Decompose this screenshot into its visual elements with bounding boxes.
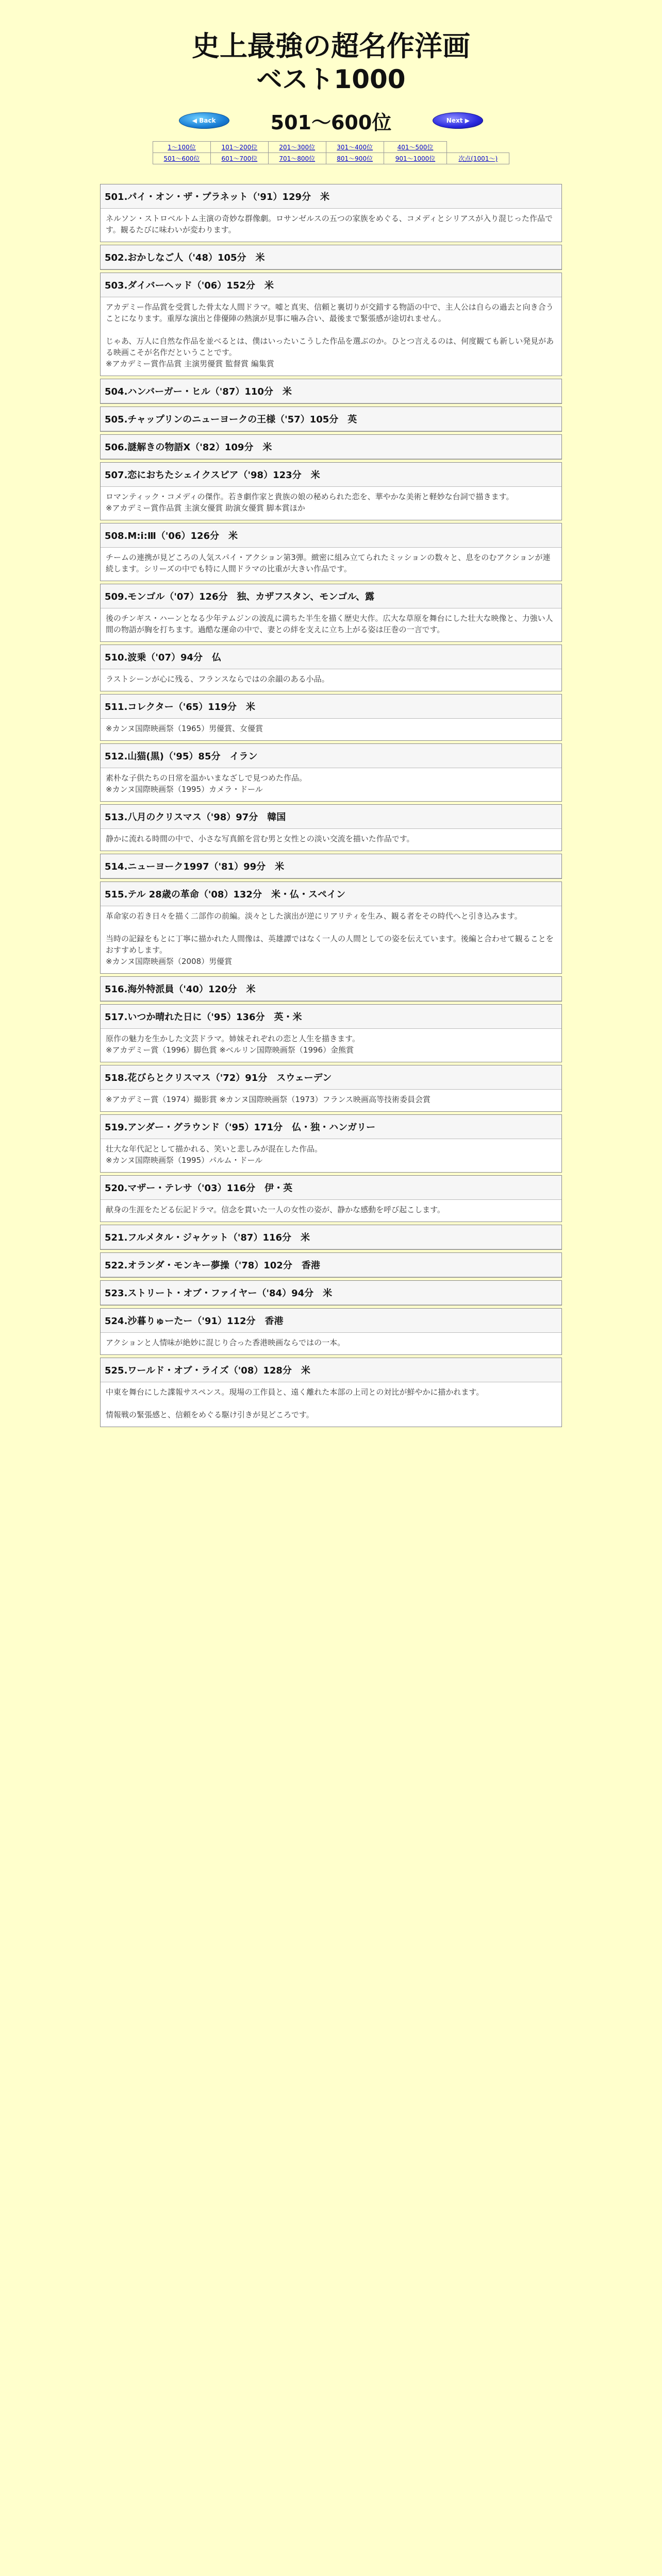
movie-entry — [100, 1114, 562, 1173]
movie-entry — [100, 645, 562, 691]
movie-entry — [100, 694, 562, 741]
movie-entry-title: 518.花びらとクリスマス（'72）91分 スウェーデン — [101, 1065, 561, 1090]
movie-entry-title: 503.ダイバーヘッド（'06）152分 米 — [101, 273, 561, 297]
movie-entry-title: 511.コレクター（'65）119分 米 — [101, 694, 561, 719]
movie-entry-title: 509.モンゴル（'07）126分 独、カザフスタン、モンゴル、露 — [101, 584, 561, 608]
movie-entry — [100, 854, 562, 879]
movie-entry-review: 静かに流れる時間の中で、小さな写真館を営む男と女性との淡い交流を描いた作品です。 — [106, 834, 415, 843]
page-header — [0, 0, 662, 135]
movie-entry-review: 壮大な年代記として描かれる、笑いと悲しみが混在した作品。 ※カンヌ国際映画祭（1995）パルム・ドール — [106, 1144, 323, 1165]
movie-entry — [100, 1280, 562, 1306]
movie-entry — [100, 379, 562, 404]
movie-entry-title: 523.ストリート・オブ・ファイヤー（'84）94分 米 — [101, 1281, 561, 1305]
movie-entry-title: 513.八月のクリスマス（'98）97分 韓国 — [101, 805, 561, 829]
movie-entry-review: チームの連携が見どころの人気スパイ・アクション第3弾。緻密に組み立てられたミッションの数々と、息をのむアクションが連続します。シリーズの中でも特に人間ドラマの比重が大きい作品です。 — [106, 553, 551, 573]
movie-entry — [100, 434, 562, 460]
movie-entry-review: アクションと人情味が絶妙に混じり合った香港映画ならではの一本。 — [106, 1338, 345, 1347]
movie-entry — [100, 743, 562, 802]
movie-entry — [100, 1252, 562, 1278]
movie-entry-review: ※アカデミー賞（1974）撮影賞 ※カンヌ国際映画祭（1973）フランス映画高等技術委員会賞 — [106, 1095, 431, 1104]
movie-entry-review: ロマンティック・コメディの傑作。若き劇作家と貴族の娘の秘められた恋を、華やかな美術と軽妙な台詞で描きます。 ※アカデミー賞作品賞 主演女優賞 助演女優賞 脚本賞ほか — [106, 492, 514, 513]
movie-entry — [100, 245, 562, 270]
movie-entry — [100, 804, 562, 851]
page-subtitle: ベスト1000 — [256, 64, 406, 94]
movie-entry — [100, 462, 562, 520]
range-link[interactable]: 601〜700位 — [210, 153, 268, 164]
movie-entry — [100, 273, 562, 376]
range-links-table — [153, 141, 509, 164]
range-links-row — [153, 153, 509, 164]
range-link[interactable]: 401〜500位 — [384, 142, 447, 153]
range-link[interactable]: 次点(1001〜) — [447, 153, 509, 164]
movie-entry-title: 502.おかしなご人（'48）105分 米 — [101, 245, 561, 269]
range-link[interactable]: 301〜400位 — [326, 142, 384, 153]
movie-entry — [100, 976, 562, 1002]
range-link[interactable]: 801〜900位 — [326, 153, 384, 164]
movie-entry — [100, 1358, 562, 1427]
range-link[interactable]: 501〜600位 — [153, 153, 211, 164]
next-page-button[interactable]: Next ▶ — [433, 112, 483, 129]
movie-entry-title: 508.M:i:Ⅲ（'06）126分 米 — [101, 523, 561, 548]
movie-entry-title: 522.オランダ・モンキー夢操（'78）102分 香港 — [101, 1253, 561, 1277]
movie-entry-review: 素朴な子供たちの日常を温かいまなざしで見つめた作品。 ※カンヌ国際映画祭（1995）カメラ・ドール — [106, 773, 307, 794]
movie-entry — [100, 584, 562, 642]
movie-entry-title: 505.チャップリンのニューヨークの王様（'57）105分 英 — [101, 407, 561, 431]
range-link[interactable]: 1〜100位 — [153, 142, 211, 153]
movie-entry-review: ラストシーンが心に残る、フランスならではの余韻のある小品。 — [106, 674, 329, 684]
movie-entry-title: 521.フルメタル・ジャケット（'87）116分 米 — [101, 1225, 561, 1249]
movie-entry — [100, 1175, 562, 1222]
movie-entry — [100, 1065, 562, 1112]
movie-entry-review: 献身の生涯をたどる伝記ドラマ。信念を貫いた一人の女性の姿が、静かな感動を呼び起こします。 — [106, 1205, 445, 1214]
range-link[interactable]: 101〜200位 — [210, 142, 268, 153]
range-links-row — [153, 142, 509, 153]
movie-entry-title: 507.恋におちたシェイクスピア（'98）123分 米 — [101, 463, 561, 487]
movie-entry-title: 504.ハンバーガー・ヒル（'87）110分 米 — [101, 379, 561, 403]
movie-entry-review: 原作の魅力を生かした文芸ドラマ。姉妹それぞれの恋と人生を描きます。 ※アカデミー賞（1996）脚色賞 ※ベルリン国際映画祭（1996）金熊賞 — [106, 1034, 360, 1055]
prev-page-button[interactable]: ◀ Back — [179, 112, 229, 129]
movie-entry-title: 514.ニューヨーク1997（'81）99分 米 — [101, 854, 561, 878]
movie-entry-review: ※カンヌ国際映画祭（1965）男優賞、女優賞 — [106, 724, 263, 733]
range-link[interactable]: 201〜300位 — [268, 142, 326, 153]
movie-entry-review: ネルソン・ストロベルトム主演の奇妙な群像劇。ロサンゼルスの五つの家族をめぐる、コメディとシリアスが入り混じった作品です。観るたびに味わいが変わります。 — [106, 214, 553, 234]
movie-entry-title: 501.パイ・オン・ザ・プラネット（'91）129分 米 — [101, 184, 561, 209]
movie-entry-title: 524.沙暮りゅーたー（'91）112分 香港 — [101, 1309, 561, 1333]
range-link[interactable]: 701〜800位 — [268, 153, 326, 164]
movie-entry-title: 506.謎解きの物語Ⅹ（'82）109分 米 — [101, 435, 561, 459]
movie-entry — [100, 882, 562, 974]
movie-entry-title: 519.アンダー・グラウンド（'95）171分 仏・独・ハンガリー — [101, 1115, 561, 1139]
range-link[interactable]: 901〜1000位 — [384, 153, 447, 164]
range-nav — [0, 106, 662, 135]
movie-entry — [100, 523, 562, 581]
movie-entry-title: 515.テル 28歳の革命（'08）132分 米・仏・スペイン — [101, 882, 561, 906]
movie-entry-title: 525.ワールド・オブ・ライズ（'08）128分 米 — [101, 1358, 561, 1382]
movie-entry-review: 革命家の若き日々を描く二部作の前編。淡々とした演出が逆にリアリティを生み、観る者をその時代へと引き込みます。 当時の記録をもとに丁寧に描かれた人間像は、英雄譚ではなく一人の人間としての姿を伝えています。後編と合わせて観ることをおすすめします。 ※カンヌ国際映画祭（2008）男優賞 — [106, 911, 554, 966]
movie-entry — [100, 1225, 562, 1250]
movie-entry-review: 中東を舞台にした諜報サスペンス。現場の工作員と、遠く離れた本部の上司との対比が鮮やかに描かれます。 情報戦の緊張感と、信頼をめぐる駆け引きが見どころです。 — [106, 1387, 484, 1419]
movie-entry-title: 510.波乗（'07）94分 仏 — [101, 645, 561, 669]
movie-entry-title: 516.海外特派員（'40）120分 米 — [101, 977, 561, 1001]
movie-entry — [100, 406, 562, 432]
movie-entry-title: 512.山猫(黒)（'95）85分 イラン — [101, 744, 561, 768]
movie-entry-title: 520.マザー・テレサ（'03）116分 伊・英 — [101, 1176, 561, 1200]
movie-list — [100, 184, 562, 1427]
range-title: 501〜600位 — [270, 111, 392, 134]
movie-entry-review: アカデミー作品賞を受賞した骨太な人間ドラマ。嘘と真実、信頼と裏切りが交錯する物語の中で、主人公は自らの過去と向き合うことになります。重厚な演出と俳優陣の熱演が見事に噛み合い、最後まで緊張感が途切れません。 じゃあ、万人に自然な作品を並べるとは、僕はいったいこうした作品を選ぶのか。ひとつ言えるのは、何度観ても新しい発見がある映画こそが名作だということです。 ※アカデミー賞作品賞 主演男優賞 監督賞 編集賞 — [106, 302, 554, 368]
movie-entry-review: 後のチンギス・ハーンとなる少年テムジンの波乱に満ちた半生を描く歴史大作。広大な草原を舞台にした壮大な映像と、力強い人間の物語が胸を打ちます。過酷な運命の中で、妻との絆を支えに立ち上がる姿は圧巻の一言です。 — [106, 614, 553, 634]
movie-entry — [100, 1004, 562, 1062]
movie-entry — [100, 184, 562, 242]
page-title: 史上最強の超名作洋画 — [192, 30, 470, 62]
movie-entry — [100, 1308, 562, 1355]
movie-entry-title: 517.いつか晴れた日に（'95）136分 英・米 — [101, 1005, 561, 1029]
